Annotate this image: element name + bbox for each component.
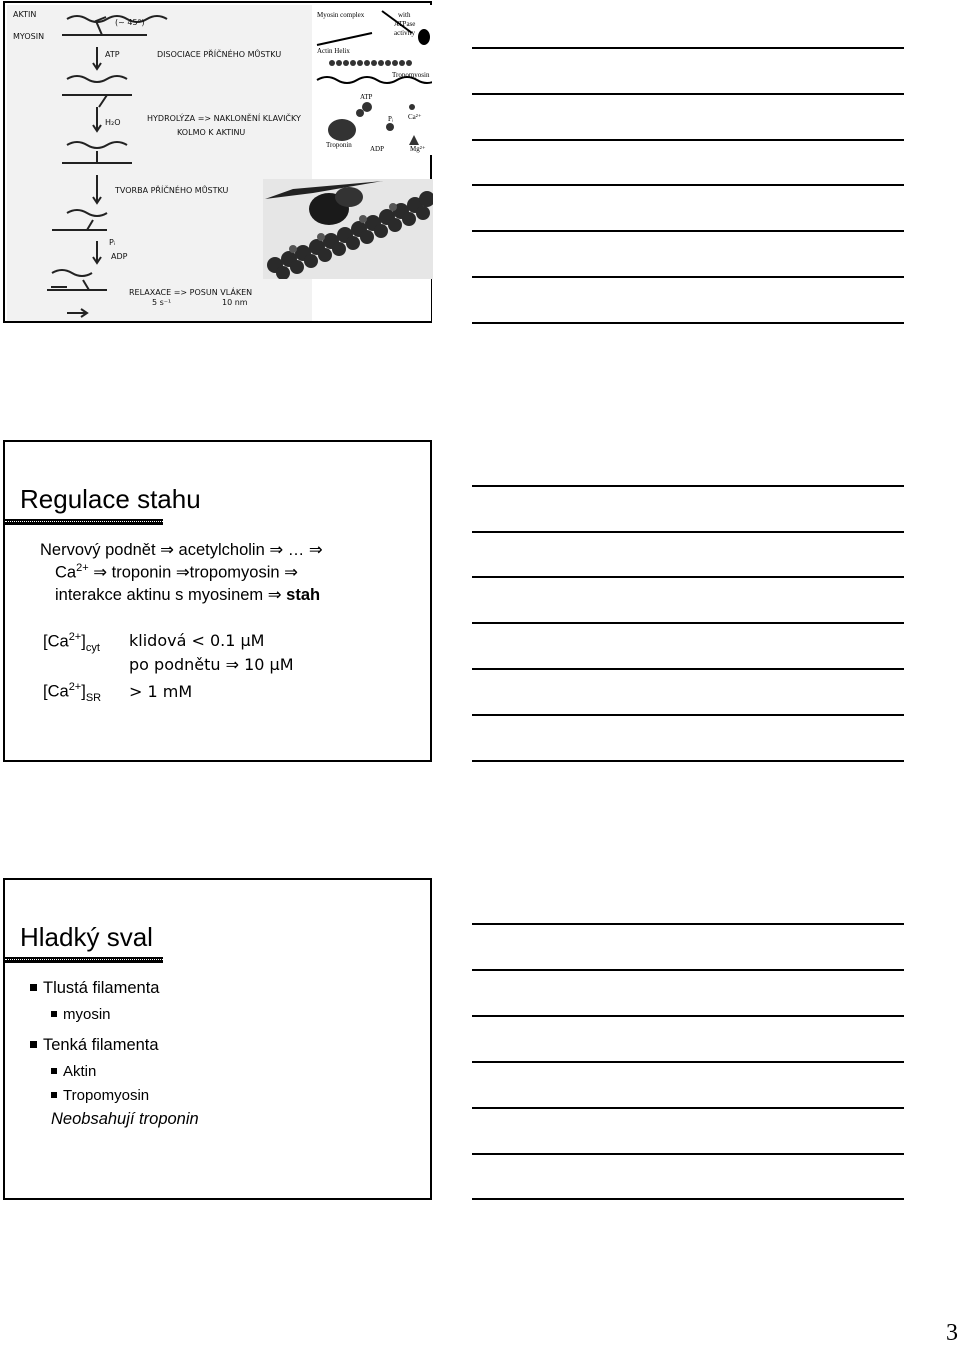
ca-cyt-resting: klidová < 0.1 μM xyxy=(129,631,265,650)
page-number: 3 xyxy=(946,1320,958,1346)
legend-activity: activity xyxy=(394,29,415,37)
regulation-line-1: Nervový podnět ⇒ acetylcholin ⇒ … ⇒ xyxy=(40,541,323,559)
list-item: Tlustá filamenta xyxy=(30,979,159,998)
regulation-line-3: interakce aktinu s myosinem ⇒ stah xyxy=(55,586,321,604)
legend-actin-helix: Actin Helix xyxy=(317,47,350,55)
label-pi: Pᵢ xyxy=(109,238,116,247)
slide-3 xyxy=(3,878,432,1200)
stah-emphasis: stah xyxy=(286,586,321,604)
label-rate: 5 s⁻¹ xyxy=(152,298,172,307)
list-subitem: myosin xyxy=(51,1006,111,1023)
ca-sr-value: > 1 mM xyxy=(129,682,193,701)
slide-title: Regulace stahu xyxy=(20,484,201,514)
ca-cyt-stimulated: po podnětu ⇒ 10 μM xyxy=(129,655,294,674)
label-myosin: MYOSIN xyxy=(13,32,45,41)
label-hydrolyza: HYDROLÝZA => NAKLONĚNÍ KLAVIČKY xyxy=(147,114,301,123)
square-bullet-icon xyxy=(51,1068,57,1074)
label-scale: 10 nm xyxy=(222,298,248,307)
slide-1 xyxy=(3,1,432,323)
square-bullet-icon xyxy=(51,1092,57,1098)
label-h2o: H₂O xyxy=(105,118,121,127)
legend-ca: Ca²⁺ xyxy=(408,113,422,121)
title-underline xyxy=(5,957,163,963)
legend-tropomyosin: Tropomyosin xyxy=(392,71,430,79)
legend-adp: ADP xyxy=(370,145,385,153)
list-subitem: Tropomyosin xyxy=(51,1087,149,1104)
myosin-legend-diagram xyxy=(312,5,432,155)
title-underline xyxy=(5,519,163,525)
label-kolmo: KOLMO K AKTINU xyxy=(177,128,246,137)
legend-atp: ATP xyxy=(360,93,373,101)
label-disociace: DISOCIACE PŘÍČNÉHO MŮSTKU xyxy=(157,50,282,59)
label-atp: ATP xyxy=(105,50,120,59)
square-bullet-icon xyxy=(30,1041,37,1048)
legend-pi: Pᵢ xyxy=(388,115,394,123)
ca-sr-label: $[Ca^{2+}]_{SR}$ xyxy=(43,681,102,704)
slide-title: Hladký sval xyxy=(20,922,153,952)
legend-troponin: Troponin xyxy=(326,141,352,149)
blank-area xyxy=(313,279,431,321)
legend-mg: Mg²⁺ xyxy=(410,145,426,153)
list-subitem: Aktin xyxy=(51,1063,96,1080)
regulation-line-2: $Ca^{2+}$ ⇒ troponin ⇒tropomyosin ⇒ xyxy=(55,562,298,582)
actomyosin-3d-render xyxy=(263,179,433,279)
list-item: Tenká filamenta xyxy=(30,1036,159,1055)
legend-atpase: ATPase xyxy=(394,20,416,28)
label-angle: (~ 45°) xyxy=(115,18,145,27)
square-bullet-icon xyxy=(51,1011,57,1017)
square-bullet-icon xyxy=(30,984,37,991)
ca-cyt-label: $[Ca^{2+}]_{cyt}$ xyxy=(43,631,100,654)
legend-with: with xyxy=(398,11,411,19)
label-aktin: AKTIN xyxy=(13,10,37,19)
label-tvorba: TVORBA PŘÍČNÉHO MŮSTKU xyxy=(115,186,229,195)
label-relaxace: RELAXACE => POSUN VLÁKEN xyxy=(129,288,253,297)
label-adp: ADP xyxy=(111,252,128,261)
slide-2 xyxy=(3,440,432,762)
note-text: Neobsahují troponin xyxy=(51,1110,199,1128)
legend-myosin-complex: Myosin complex xyxy=(317,11,365,19)
